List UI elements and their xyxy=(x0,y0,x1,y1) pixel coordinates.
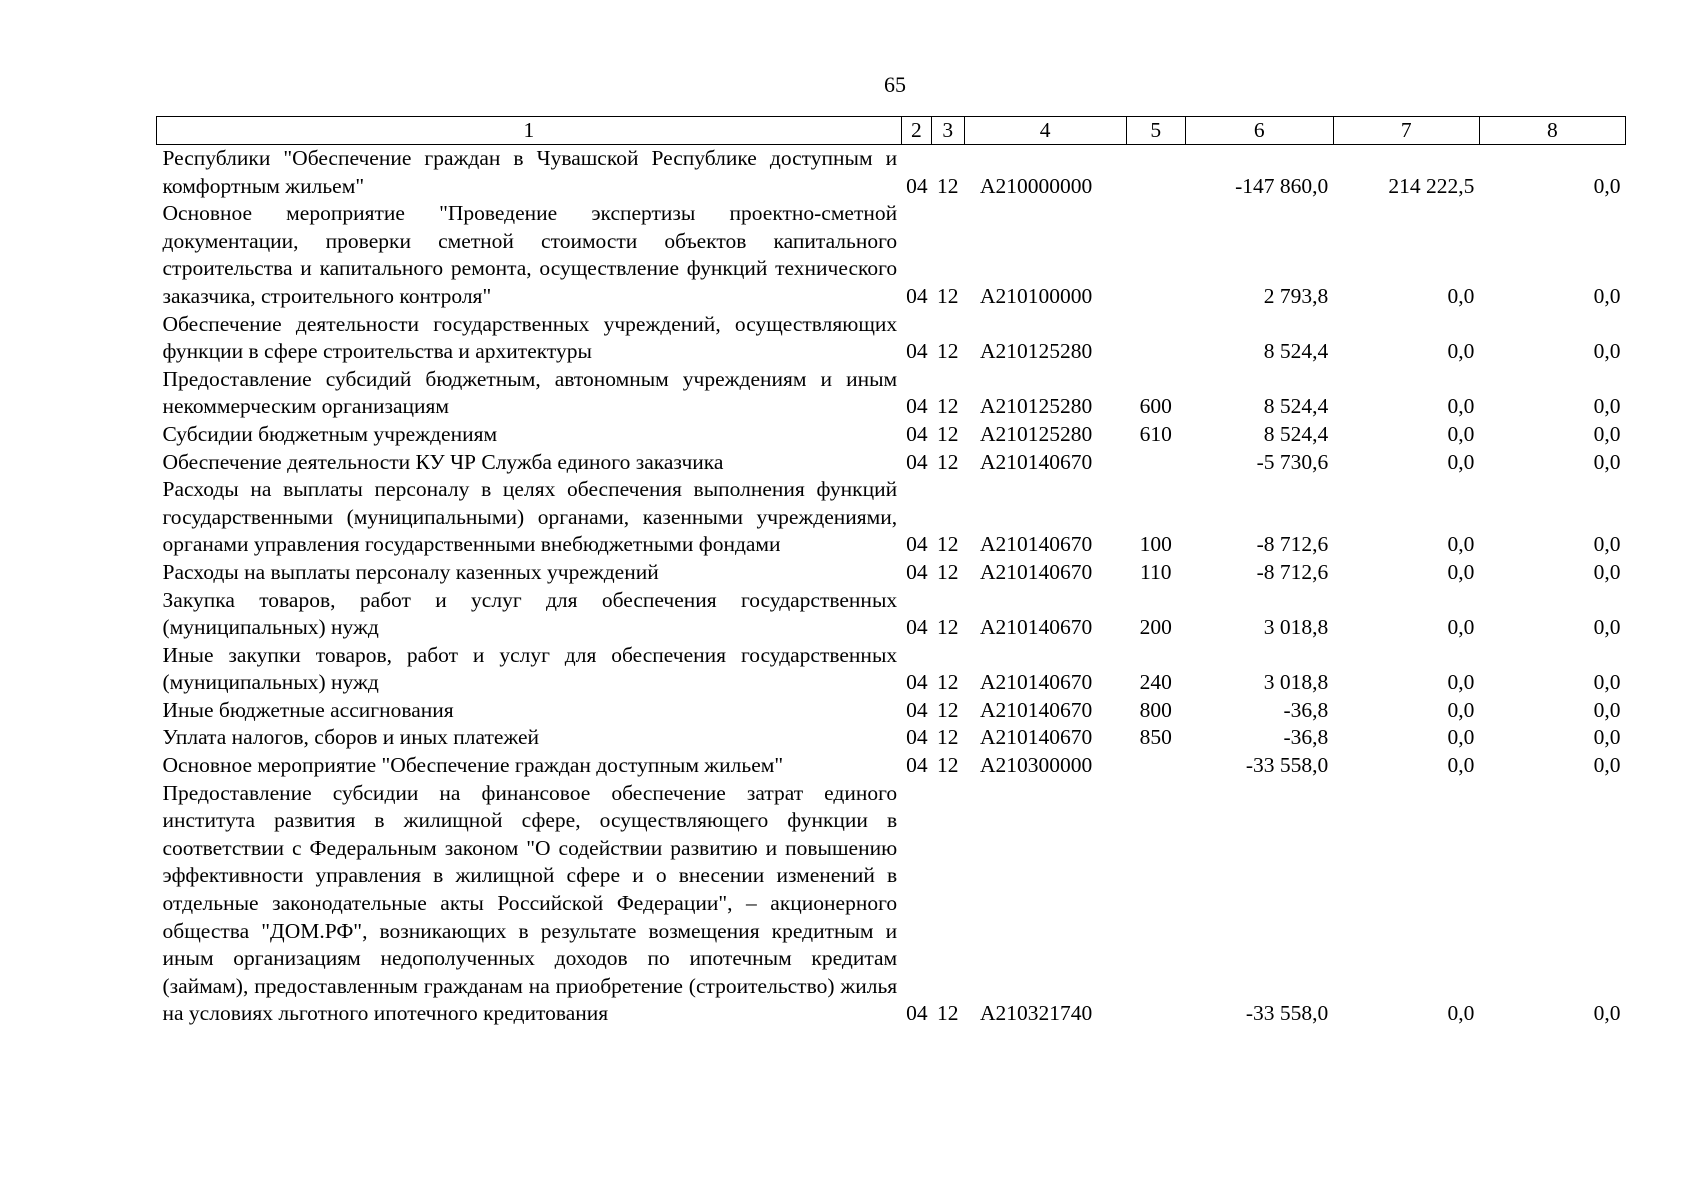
row-target-code: А210140670 xyxy=(980,697,1093,722)
table-row xyxy=(157,449,1626,477)
row-expense-type: 850 xyxy=(1139,725,1172,750)
row-amount-2: 0,0 xyxy=(1447,449,1475,474)
row-name: Расходы на выплаты персоналу казенных учреждений xyxy=(162,559,659,584)
row-amount-2: 0,0 xyxy=(1447,615,1475,640)
row-amount-3: 0,0 xyxy=(1593,670,1621,695)
row-subsection: 12 xyxy=(937,283,959,308)
row-amount-1: -36,8 xyxy=(1283,725,1329,750)
table-row xyxy=(157,752,1626,780)
row-amount-2: 0,0 xyxy=(1447,1001,1475,1026)
row-name: Республики "Обеспечение граждан в Чувашской Республике доступным и комфортным жильем" xyxy=(162,146,898,198)
row-name: Обеспечение деятельности КУ ЧР Служба единого заказчика xyxy=(162,449,724,474)
row-name: Уплата налогов, сборов и иных платежей xyxy=(162,725,540,750)
row-subsection: 12 xyxy=(937,421,959,446)
header-col-5: 5 xyxy=(1126,117,1185,145)
table-header xyxy=(157,117,1626,145)
row-amount-2: 0,0 xyxy=(1447,283,1475,308)
row-section: 04 xyxy=(906,449,928,474)
row-amount-3: 0,0 xyxy=(1593,449,1621,474)
table-row xyxy=(157,780,1626,1028)
row-amount-1: -33 558,0 xyxy=(1245,753,1329,778)
row-amount-1: -147 860,0 xyxy=(1235,173,1329,198)
row-amount-1: -5 730,6 xyxy=(1256,449,1329,474)
row-target-code: А210100000 xyxy=(980,283,1093,308)
row-amount-3: 0,0 xyxy=(1593,697,1621,722)
row-section: 04 xyxy=(906,559,928,584)
row-subsection: 12 xyxy=(937,670,959,695)
row-expense-type xyxy=(1126,449,1185,477)
table-row xyxy=(157,476,1626,559)
row-amount-1: -8 712,6 xyxy=(1256,559,1329,584)
row-amount-2: 214 222,5 xyxy=(1388,173,1475,198)
header-row xyxy=(157,117,1626,145)
row-subsection: 12 xyxy=(937,1001,959,1026)
row-target-code: А210140670 xyxy=(980,670,1093,695)
row-target-code: А210125280 xyxy=(980,394,1093,419)
row-amount-2: 0,0 xyxy=(1447,670,1475,695)
row-section: 04 xyxy=(906,532,928,557)
row-subsection: 12 xyxy=(937,753,959,778)
row-section: 04 xyxy=(906,615,928,640)
row-expense-type: 240 xyxy=(1139,670,1172,695)
table-row xyxy=(157,697,1626,725)
row-amount-2: 0,0 xyxy=(1447,753,1475,778)
row-amount-2: 0,0 xyxy=(1447,697,1475,722)
row-amount-1: 8 524,4 xyxy=(1263,394,1329,419)
page-number: 65 xyxy=(884,72,906,97)
row-expense-type xyxy=(1126,780,1185,1028)
row-name: Субсидии бюджетным учреждениям xyxy=(162,421,498,446)
row-amount-2: 0,0 xyxy=(1447,394,1475,419)
header-col-6: 6 xyxy=(1185,117,1333,145)
row-expense-type: 800 xyxy=(1139,697,1172,722)
row-amount-1: 8 524,4 xyxy=(1263,339,1329,364)
row-section: 04 xyxy=(906,394,928,419)
row-amount-3: 0,0 xyxy=(1593,753,1621,778)
row-subsection: 12 xyxy=(937,449,959,474)
row-amount-2: 0,0 xyxy=(1447,559,1475,584)
row-target-code: А210140670 xyxy=(980,532,1093,557)
row-expense-type xyxy=(1126,752,1185,780)
table-row xyxy=(157,200,1626,310)
row-amount-3: 0,0 xyxy=(1593,421,1621,446)
row-subsection: 12 xyxy=(937,559,959,584)
row-name: Обеспечение деятельности государственных учреждений, осуществляющих функции в сфере строительства и архитектуры xyxy=(162,311,898,364)
row-amount-1: 3 018,8 xyxy=(1263,670,1329,695)
row-section: 04 xyxy=(906,173,928,198)
row-subsection: 12 xyxy=(937,173,959,198)
row-amount-3: 0,0 xyxy=(1593,725,1621,750)
row-expense-type xyxy=(1126,311,1185,366)
row-target-code: А210125280 xyxy=(980,339,1093,364)
row-amount-3: 0,0 xyxy=(1593,559,1621,584)
row-target-code: А210140670 xyxy=(980,449,1093,474)
row-amount-3: 0,0 xyxy=(1593,339,1621,364)
row-name: Закупка товаров, работ и услуг для обеспечения государственных (муниципальных) нужд xyxy=(162,587,898,640)
row-section: 04 xyxy=(906,753,928,778)
budget-table xyxy=(156,116,1626,1028)
row-expense-type: 110 xyxy=(1140,559,1172,584)
row-section: 04 xyxy=(906,421,928,446)
table-row xyxy=(157,724,1626,752)
row-section: 04 xyxy=(906,283,928,308)
row-amount-2: 0,0 xyxy=(1447,421,1475,446)
header-col-7: 7 xyxy=(1333,117,1479,145)
header-col-2: 2 xyxy=(901,117,931,145)
row-target-code: А210321740 xyxy=(980,1001,1093,1026)
row-name: Основное мероприятие "Проведение экспертизы проектно-сметной документации, проверки сметной стоимости объектов капитального строительства и капитального ремонта, осуществление функций технического заказчика, строительного контроля" xyxy=(162,201,898,308)
row-name: Предоставление субсидии на финансовое обеспечение затрат единого института развития в жилищной сфере, осуществляющего функции в соответствии с Федеральным законом "О содействии развитию и повышению эффективности управления в жилищной сфере и о внесении изменений в отдельные законодательные акты Российской Федерации", – акционерного общества "ДОМ.РФ", возникающих в результате возмещения кредитным и иным организациям недополученных доходов по ипотечным кредитам (займам), предоставленным гражданам на приобретение (строительство) жилья на условиях льготного ипотечного кредитования xyxy=(162,780,898,1026)
table-row xyxy=(157,366,1626,421)
row-target-code: А210000000 xyxy=(980,173,1093,198)
row-target-code: А210140670 xyxy=(980,559,1093,584)
row-section: 04 xyxy=(906,1001,928,1026)
row-name: Расходы на выплаты персоналу в целях обеспечения выполнения функций государственными (муниципальными) органами, казенными учреждениями, органами управления государственными внебюджетными фондами xyxy=(162,477,898,557)
row-subsection: 12 xyxy=(937,697,959,722)
row-name: Основное мероприятие "Обеспечение граждан доступным жильем" xyxy=(162,753,784,778)
row-subsection: 12 xyxy=(937,532,959,557)
row-amount-3: 0,0 xyxy=(1593,615,1621,640)
header-col-4: 4 xyxy=(964,117,1126,145)
header-col-1: 1 xyxy=(157,117,902,145)
row-amount-3: 0,0 xyxy=(1593,173,1621,198)
row-subsection: 12 xyxy=(937,339,959,364)
table-row xyxy=(157,421,1626,449)
row-subsection: 12 xyxy=(937,394,959,419)
row-name: Предоставление субсидий бюджетным, автономным учреждениям и иным некоммерческим организациям xyxy=(162,366,898,419)
row-amount-2: 0,0 xyxy=(1447,532,1475,557)
row-expense-type: 200 xyxy=(1139,615,1172,640)
row-target-code: А210125280 xyxy=(980,421,1093,446)
row-amount-1: 8 524,4 xyxy=(1263,421,1329,446)
row-amount-1: -8 712,6 xyxy=(1256,532,1329,557)
row-amount-1: -36,8 xyxy=(1283,697,1329,722)
row-section: 04 xyxy=(906,697,928,722)
header-col-8: 8 xyxy=(1479,117,1625,145)
row-amount-3: 0,0 xyxy=(1593,394,1621,419)
row-amount-1: 3 018,8 xyxy=(1263,615,1329,640)
row-section: 04 xyxy=(906,339,928,364)
row-target-code: А210140670 xyxy=(980,725,1093,750)
table-body xyxy=(157,145,1626,1029)
row-amount-1: 2 793,8 xyxy=(1263,283,1329,308)
row-expense-type: 610 xyxy=(1139,421,1172,446)
table-row xyxy=(157,642,1626,697)
table-row xyxy=(157,587,1626,642)
header-col-3: 3 xyxy=(932,117,964,145)
row-target-code: А210140670 xyxy=(980,615,1093,640)
row-name: Иные закупки товаров, работ и услуг для обеспечения государственных (муниципальных) нужд xyxy=(162,642,898,695)
table-row xyxy=(157,559,1626,587)
row-expense-type: 100 xyxy=(1139,532,1172,557)
row-section: 04 xyxy=(906,670,928,695)
row-name: Иные бюджетные ассигнования xyxy=(162,697,454,722)
row-amount-2: 0,0 xyxy=(1447,725,1475,750)
row-amount-3: 0,0 xyxy=(1593,532,1621,557)
row-subsection: 12 xyxy=(937,725,959,750)
row-target-code: А210300000 xyxy=(980,753,1093,778)
row-amount-3: 0,0 xyxy=(1593,1001,1621,1026)
table-row xyxy=(157,311,1626,366)
table-row xyxy=(157,145,1626,201)
row-amount-1: -33 558,0 xyxy=(1245,1001,1329,1026)
row-expense-type xyxy=(1126,145,1185,201)
row-expense-type xyxy=(1126,200,1185,310)
row-section: 04 xyxy=(906,725,928,750)
row-amount-2: 0,0 xyxy=(1447,339,1475,364)
row-expense-type: 600 xyxy=(1139,394,1172,419)
row-amount-3: 0,0 xyxy=(1593,283,1621,308)
row-subsection: 12 xyxy=(937,615,959,640)
